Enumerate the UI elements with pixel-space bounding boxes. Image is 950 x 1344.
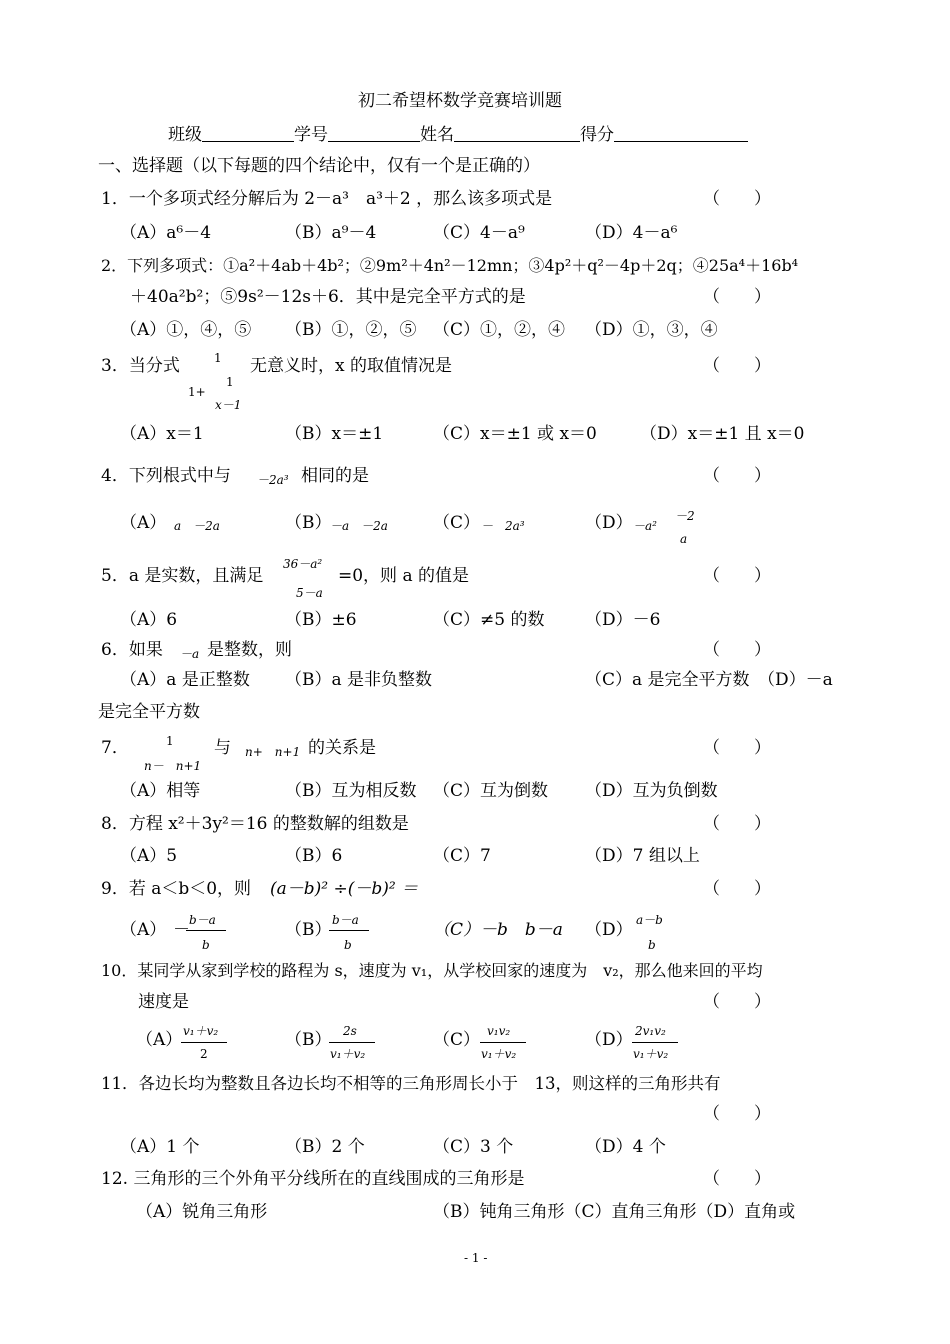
q12-stem: 12. 三角形的三个外角平分线所在的直线围成的三角形是 xyxy=(101,1169,525,1189)
q9-option-b-label: （B） xyxy=(285,920,332,940)
q9-lead: 9．若 a＜b＜0，则 xyxy=(101,879,252,899)
q7-option-b: （B）互为相反数 xyxy=(285,781,417,801)
q7-number: 7． xyxy=(101,738,129,758)
q10-answer-paren: （ ） xyxy=(703,992,771,1012)
q9-option-a-fraction-bar xyxy=(186,930,226,931)
q3-inner-denominator: x－1 xyxy=(215,398,242,412)
q9-option-a-label: （A） xyxy=(120,920,167,940)
q11-option-d: （D）4 个 xyxy=(585,1137,666,1157)
q10-line2: 速度是 xyxy=(138,992,189,1012)
q9-option-b-fraction-bar xyxy=(329,930,369,931)
q7-option-a: （A）相等 xyxy=(120,781,201,801)
q10-option-b-label: （B） xyxy=(285,1030,332,1050)
q7-option-c: （C）互为倒数 xyxy=(433,781,549,801)
q12-answer-paren: （ ） xyxy=(703,1169,771,1189)
q1-option-a: （A）a⁶－4 xyxy=(120,223,212,243)
q11-option-c: （C）3 个 xyxy=(433,1137,514,1157)
q10-option-a-num: v₁＋v₂ xyxy=(183,1024,219,1038)
name-label: 姓名 xyxy=(420,125,454,145)
q10-option-a-label: （A） xyxy=(136,1030,183,1050)
q2-option-b: （B）①，②，⑤ xyxy=(285,320,417,340)
section-heading: 一、选择题（以下每题的四个结论中，仅有一个是正确的） xyxy=(98,156,540,176)
score-blank xyxy=(614,125,748,142)
q9-option-a-den: b xyxy=(202,938,210,952)
q4-lead: 4．下列根式中与 xyxy=(101,466,231,486)
q8-option-b: （B）6 xyxy=(285,846,343,866)
q9-expression: (a－b)² ÷(－b)² ＝ xyxy=(270,879,419,899)
q4-option-b-value: －a －2a xyxy=(330,519,388,533)
q4-radicand: －2a³ xyxy=(257,473,289,487)
q4-option-a-label: （A） xyxy=(120,513,167,533)
q5-fraction-denominator: 5－a xyxy=(296,586,323,600)
q8-answer-paren: （ ） xyxy=(703,814,771,834)
q8-stem: 8．方程 x²＋3y²＝16 的整数解的组数是 xyxy=(101,814,409,834)
q11-stem: 11．各边长均为整数且各边长均不相等的三角形周长小于 13，则这样的三角形共有 xyxy=(101,1074,721,1093)
q5-stem-after: =0，则 a 的值是 xyxy=(338,566,470,586)
q4-option-d-label: （D） xyxy=(585,513,633,533)
q10-option-a-den: 2 xyxy=(200,1047,208,1061)
q10-option-a-fraction-bar xyxy=(181,1042,227,1043)
q3-fraction-denominator-lead: 1+ xyxy=(188,385,206,399)
q2-line1: 2．下列多项式：①a²＋4ab＋4b²；②9m²＋4n²－12mn；③4p²＋q²－4p＋2q；④25a⁴＋16b⁴ xyxy=(101,256,799,275)
q8-option-d: （D）7 组以上 xyxy=(585,846,700,866)
q9-answer-paren: （ ） xyxy=(703,879,771,899)
q8-option-c: （C）7 xyxy=(433,846,491,866)
q9-option-c: （C）－b b－a xyxy=(433,920,563,940)
q11-option-b: （B）2 个 xyxy=(285,1137,365,1157)
q4-stem-after: 相同的是 xyxy=(301,466,369,486)
student-info-line xyxy=(168,125,748,144)
q3-stem-after: 无意义时，x 的取值情况是 xyxy=(250,356,452,376)
q7-expression: n+ n+1 xyxy=(245,745,301,759)
q10-option-c-num: v₁v₂ xyxy=(487,1024,511,1038)
page-title: 初二希望杯数学竞赛培训题 xyxy=(358,91,562,111)
q1-stem: 1．一个多项式经分解后为 2－a³ a³＋2 ，那么该多项式是 xyxy=(101,189,553,209)
q3-inner-numerator: 1 xyxy=(226,375,234,389)
q3-fraction-numerator: 1 xyxy=(214,351,222,365)
q7-with: 与 xyxy=(214,738,231,758)
q4-option-d-value: －a² xyxy=(633,519,657,533)
q1-option-c: （C）4－a⁹ xyxy=(433,223,525,243)
q5-answer-paren: （ ） xyxy=(703,566,771,586)
q3-answer-paren: （ ） xyxy=(703,356,771,376)
q5-fraction-numerator: 36－a² xyxy=(283,557,323,571)
q3-option-b: （B）x＝±1 xyxy=(285,424,384,444)
q8-option-a: （A）5 xyxy=(120,846,178,866)
q10-option-d-fraction-bar xyxy=(632,1042,678,1043)
q4-option-d-frac-den: a xyxy=(680,532,688,546)
class-label: 班级 xyxy=(168,125,202,145)
q3-option-c: （C）x＝±1 或 x＝0 xyxy=(433,424,597,444)
q4-option-c-value: － 2a³ xyxy=(481,519,525,533)
page-number: - 1 - xyxy=(464,1251,488,1265)
q9-option-b-den: b xyxy=(344,938,352,952)
q7-answer-paren: （ ） xyxy=(703,738,771,758)
score-label: 得分 xyxy=(580,125,614,145)
q10-option-d-num: 2v₁v₂ xyxy=(635,1024,666,1038)
q10-line1: 10．某同学从家到学校的路程为 s，速度为 v₁，从学校回家的速度为 v₂，那么他来回的平均 xyxy=(101,961,763,980)
q5-option-b: （B）±6 xyxy=(285,610,357,630)
q1-answer-paren: （ ） xyxy=(703,189,771,209)
q6-option-b: （B）a 是非负整数 xyxy=(285,670,433,690)
q6-radicand: －a xyxy=(180,647,200,661)
q10-option-c-label: （C） xyxy=(433,1030,481,1050)
q4-option-a-value: a －2a xyxy=(174,519,220,533)
q7-fraction-denominator: n－ n+1 xyxy=(144,759,202,773)
q11-option-a: （A）1 个 xyxy=(120,1137,200,1157)
q10-option-b-num: 2s xyxy=(343,1024,357,1038)
q6-stem-after: 是整数，则 xyxy=(207,640,292,660)
q2-answer-paren: （ ） xyxy=(703,287,771,307)
q2-line2: ＋40a²b²；⑤9s²－12s＋6．其中是完全平方式的是 xyxy=(130,287,526,307)
q3-option-d: （D）x＝±1 且 x＝0 xyxy=(640,424,805,444)
q9-option-d-num: a－b xyxy=(636,913,663,927)
q7-stem-after: 的关系是 xyxy=(308,738,376,758)
number-blank xyxy=(328,125,420,142)
q10-option-d-label: （D） xyxy=(585,1030,633,1050)
number-label: 学号 xyxy=(294,125,328,145)
q5-option-c: （C）≠5 的数 xyxy=(433,610,545,630)
q4-option-b-label: （B） xyxy=(285,513,332,533)
name-blank xyxy=(454,125,580,142)
q10-option-c-fraction-bar xyxy=(480,1042,526,1043)
q1-option-b: （B）a⁹－4 xyxy=(285,223,377,243)
q10-option-d-den: v₁＋v₂ xyxy=(633,1047,669,1061)
q3-number: 3．当分式 xyxy=(101,356,180,376)
q2-option-a: （A）①，④，⑤ xyxy=(120,320,252,340)
q6-lead: 6．如果 xyxy=(101,640,163,660)
q5-lead: 5．a 是实数，且满足 xyxy=(101,566,264,586)
q10-option-b-den: v₁＋v₂ xyxy=(330,1047,366,1061)
q9-option-a-sign: － xyxy=(173,920,190,940)
q6-answer-paren: （ ） xyxy=(703,640,771,660)
q6-option-a: （A）a 是正整数 xyxy=(120,670,250,690)
q1-option-d: （D）4－a⁶ xyxy=(585,223,678,243)
q2-option-c: （C）①，②，④ xyxy=(433,320,566,340)
q2-option-d: （D）①，③，④ xyxy=(585,320,718,340)
q10-option-b-fraction-bar xyxy=(329,1042,375,1043)
q9-option-d-label: （D） xyxy=(585,920,633,940)
q10-option-c-den: v₁＋v₂ xyxy=(481,1047,517,1061)
q5-option-d: （D）－6 xyxy=(585,610,661,630)
q12-option-b-c-d: （B）钝角三角形（C）直角三角形（D）直角或 xyxy=(433,1202,796,1222)
q7-fraction-numerator: 1 xyxy=(166,734,174,748)
q7-option-d: （D）互为负倒数 xyxy=(585,781,718,801)
q4-option-d-frac-num: －2 xyxy=(675,509,695,523)
q6-continuation: 是完全平方数 xyxy=(98,702,200,722)
q9-option-d-den: b xyxy=(648,938,656,952)
q6-option-c: （C）a 是完全平方数 （D）－a xyxy=(585,670,833,690)
q3-option-a: （A）x＝1 xyxy=(120,424,204,444)
class-blank xyxy=(202,125,294,142)
q5-option-a: （A）6 xyxy=(120,610,178,630)
q9-option-b-num: b－a xyxy=(332,913,359,927)
q11-answer-paren: （ ） xyxy=(703,1104,771,1124)
q4-answer-paren: （ ） xyxy=(703,466,771,486)
q4-option-c-label: （C） xyxy=(433,513,481,533)
q12-option-a: （A）锐角三角形 xyxy=(136,1202,268,1222)
q9-option-a-num: b－a xyxy=(189,913,216,927)
